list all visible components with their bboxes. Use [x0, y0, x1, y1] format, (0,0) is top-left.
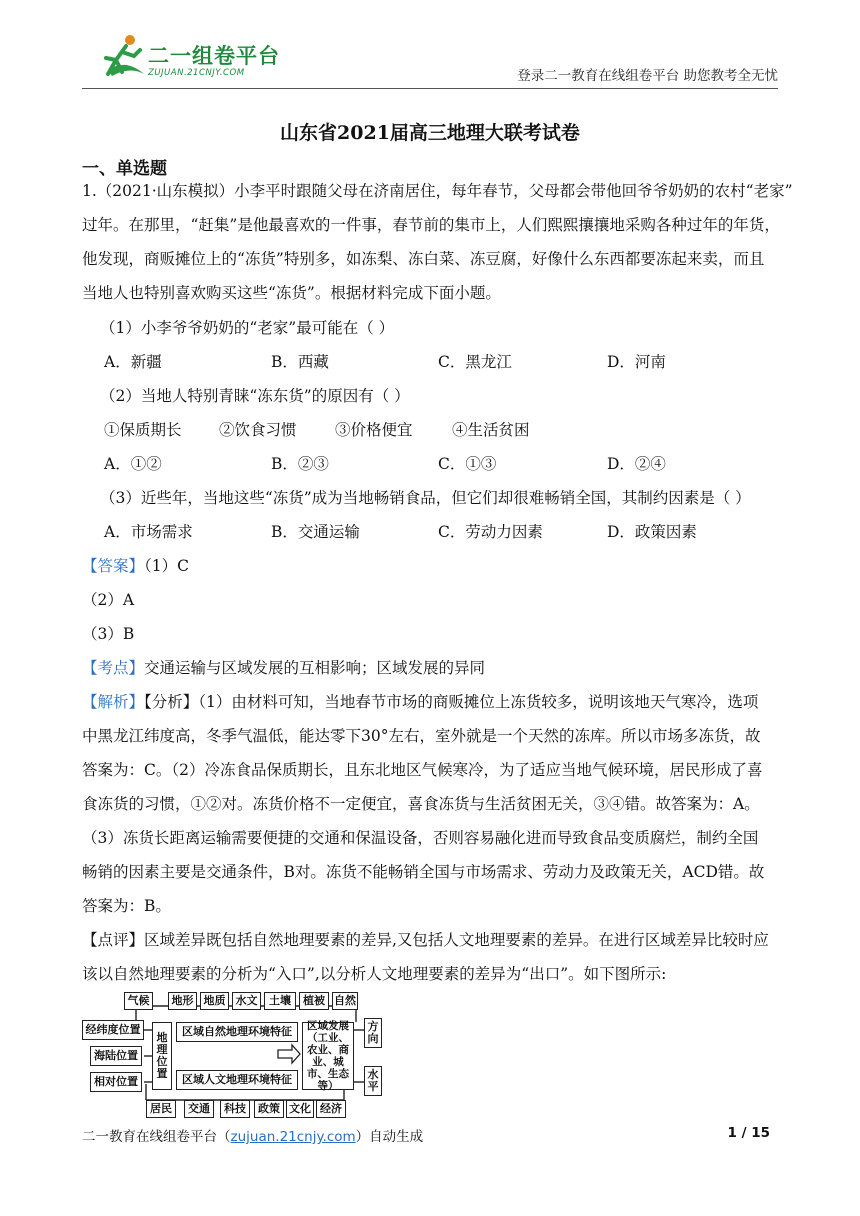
regional-difference-diagram [82, 990, 392, 1118]
logo-url: ZUJUAN.21CNJY.COM [148, 68, 245, 78]
analysis-text: 【分析】（1）由材料可知，当地春节市场的商贩摊位上冻货较多，说明该地天气寒冷，选项 [144, 693, 759, 711]
point-tag: 【考点】 [82, 659, 145, 677]
option-d: D．河南 [607, 353, 666, 371]
statement-item: ③价格便宜 [335, 421, 413, 439]
factor-box: 土壤 [264, 992, 296, 1010]
analysis-line: 畅销的因素主要是交通条件，B对。冻货不能畅销全国与市场需求、劳动力及政策无关，ACD错。故 [82, 863, 765, 881]
option-b: B．②③ [271, 455, 329, 473]
analysis-line: （3）冻货长距离运输需要便捷的交通和保温设备，否则容易融化进而导致食品变质腐烂，制约全国 [82, 829, 759, 847]
analysis-line: 答案为：B。 [82, 897, 171, 915]
analysis-line: 答案为：C。（2）冷冻食品保质期长，且东北地区气候寒冷，为了适应当地气候环境，居民形成了喜 [82, 761, 763, 779]
footer-text: 二一教育在线组卷平台（ [82, 1129, 231, 1145]
option-c: C．①③ [438, 455, 497, 473]
human-features-box: 区域人文地理环境特征 [176, 1070, 298, 1090]
page-number: 1 / 15 [727, 1125, 770, 1141]
header-slogan: 登录二一教育在线组卷平台 助您教考全无忧 [517, 68, 778, 84]
header-divider [82, 88, 778, 89]
natural-features-box: 区域自然地理环境特征 [176, 1022, 298, 1042]
point-text: 交通运输与区域发展的互相影响；区域发展的异同 [144, 659, 486, 677]
location-box: 经纬度位置 [82, 1020, 144, 1040]
logo-name: 二一组卷平台 [148, 44, 280, 68]
section-heading: 一、单选题 [82, 159, 167, 179]
factor-box: 政策 [254, 1100, 284, 1118]
analysis-tag: 【解析】 [82, 693, 145, 711]
question-line: 过年。在那里，“赶集”是他最喜欢的一件事，春节前的集市上，人们熙熙攘攘地采购各种过年的年货， [82, 216, 780, 234]
answer-2: （2）A [82, 591, 135, 609]
factor-box: 文化 [286, 1100, 314, 1118]
factor-box: 居民 [146, 1100, 176, 1118]
answer-1: （1）C [144, 557, 189, 575]
geo-location-box: 地理位置 [152, 1022, 172, 1090]
option-b: B．西藏 [271, 353, 329, 371]
sub-question-2: （2）当地人特别青睐“冻东货”的原因有（ ） [100, 387, 410, 405]
option-a: A．新疆 [104, 353, 162, 371]
comment-line: 【点评】区域差异既包括自然地理要素的差异,又包括人文地理要素的差异。在进行区域差异比较时应 [82, 931, 769, 949]
sub-question-3: （3）近些年，当地这些“冻货”成为当地畅销食品，但它们却很难畅销全国，其制约因素是（ ） [100, 489, 751, 507]
answer-tag: 【答案】 [82, 557, 145, 575]
question-line: 他发现，商贩摊位上的“冻货”特别多，如冻梨、冻白菜、冻豆腐，好像什么东西都要冻起来卖，而且 [82, 250, 765, 268]
answer-3: （3）B [82, 625, 135, 643]
statement-item: ①保质期长 [104, 421, 182, 439]
option-d: D．②④ [607, 455, 666, 473]
footer-source [82, 1125, 423, 1145]
analysis-line [82, 691, 758, 713]
option-a: A．①② [104, 455, 162, 473]
factor-box: 地形 [168, 992, 197, 1010]
factor-box: 水文 [232, 992, 261, 1010]
question-line: 1.（2021·山东模拟）小李平时跟随父母在济南居住，每年春节，父母都会带他回爷爷奶奶的农村“老家” [82, 182, 793, 200]
regional-development-box: 区域发展（工业、农业、商业、城市、生态等） [302, 1022, 354, 1090]
factor-box: 自然 [332, 992, 358, 1010]
factor-box: 地质 [200, 992, 229, 1010]
factor-box: 植被 [299, 992, 329, 1010]
factor-box: 气候 [124, 992, 153, 1010]
factor-box: 交通 [184, 1100, 214, 1118]
option-b: B．交通运输 [271, 523, 360, 541]
sub-question-1: （1）小李爷爷奶奶的“老家”最可能在（ ） [100, 319, 395, 337]
point-line [82, 657, 485, 679]
direction-box: 方向 [364, 1018, 382, 1048]
question-line: 当地人也特别喜欢购买这些“冻货”。根据材料完成下面小题。 [82, 284, 501, 302]
option-d: D．政策因素 [607, 523, 697, 541]
footer-link[interactable]: zujuan.21cnjy.com [230, 1129, 356, 1145]
level-box: 水平 [364, 1066, 382, 1096]
comment-line: 该以自然地理要素的分析为“入口”,以分析人文地理要素的差异为“出口”。如下图所示: [82, 965, 667, 983]
location-box: 海陆位置 [90, 1046, 142, 1066]
factor-box: 科技 [220, 1100, 250, 1118]
statement-item: ④生活贫困 [452, 421, 530, 439]
factor-box: 经济 [316, 1100, 346, 1118]
analysis-line: 食冻货的习惯，①②对。冻货价格不一定便宜，喜食冻货与生活贫困无关，③④错。故答案为：A。 [82, 795, 760, 813]
option-a: A．市场需求 [104, 523, 193, 541]
location-box: 相对位置 [90, 1072, 142, 1092]
page-title: 山东省2021届高三地理大联考试卷 [280, 122, 580, 144]
statement-item: ②饮食习惯 [219, 421, 297, 439]
footer-text: ）自动生成 [355, 1129, 424, 1145]
option-c: C．劳动力因素 [438, 523, 543, 541]
analysis-line: 中黑龙江纬度高，冬季气温低，能达零下30°左右，室外就是一个天然的冻库。所以市场多冻货，故 [82, 727, 761, 745]
answer-line [82, 555, 189, 577]
option-c: C．黑龙江 [438, 353, 512, 371]
